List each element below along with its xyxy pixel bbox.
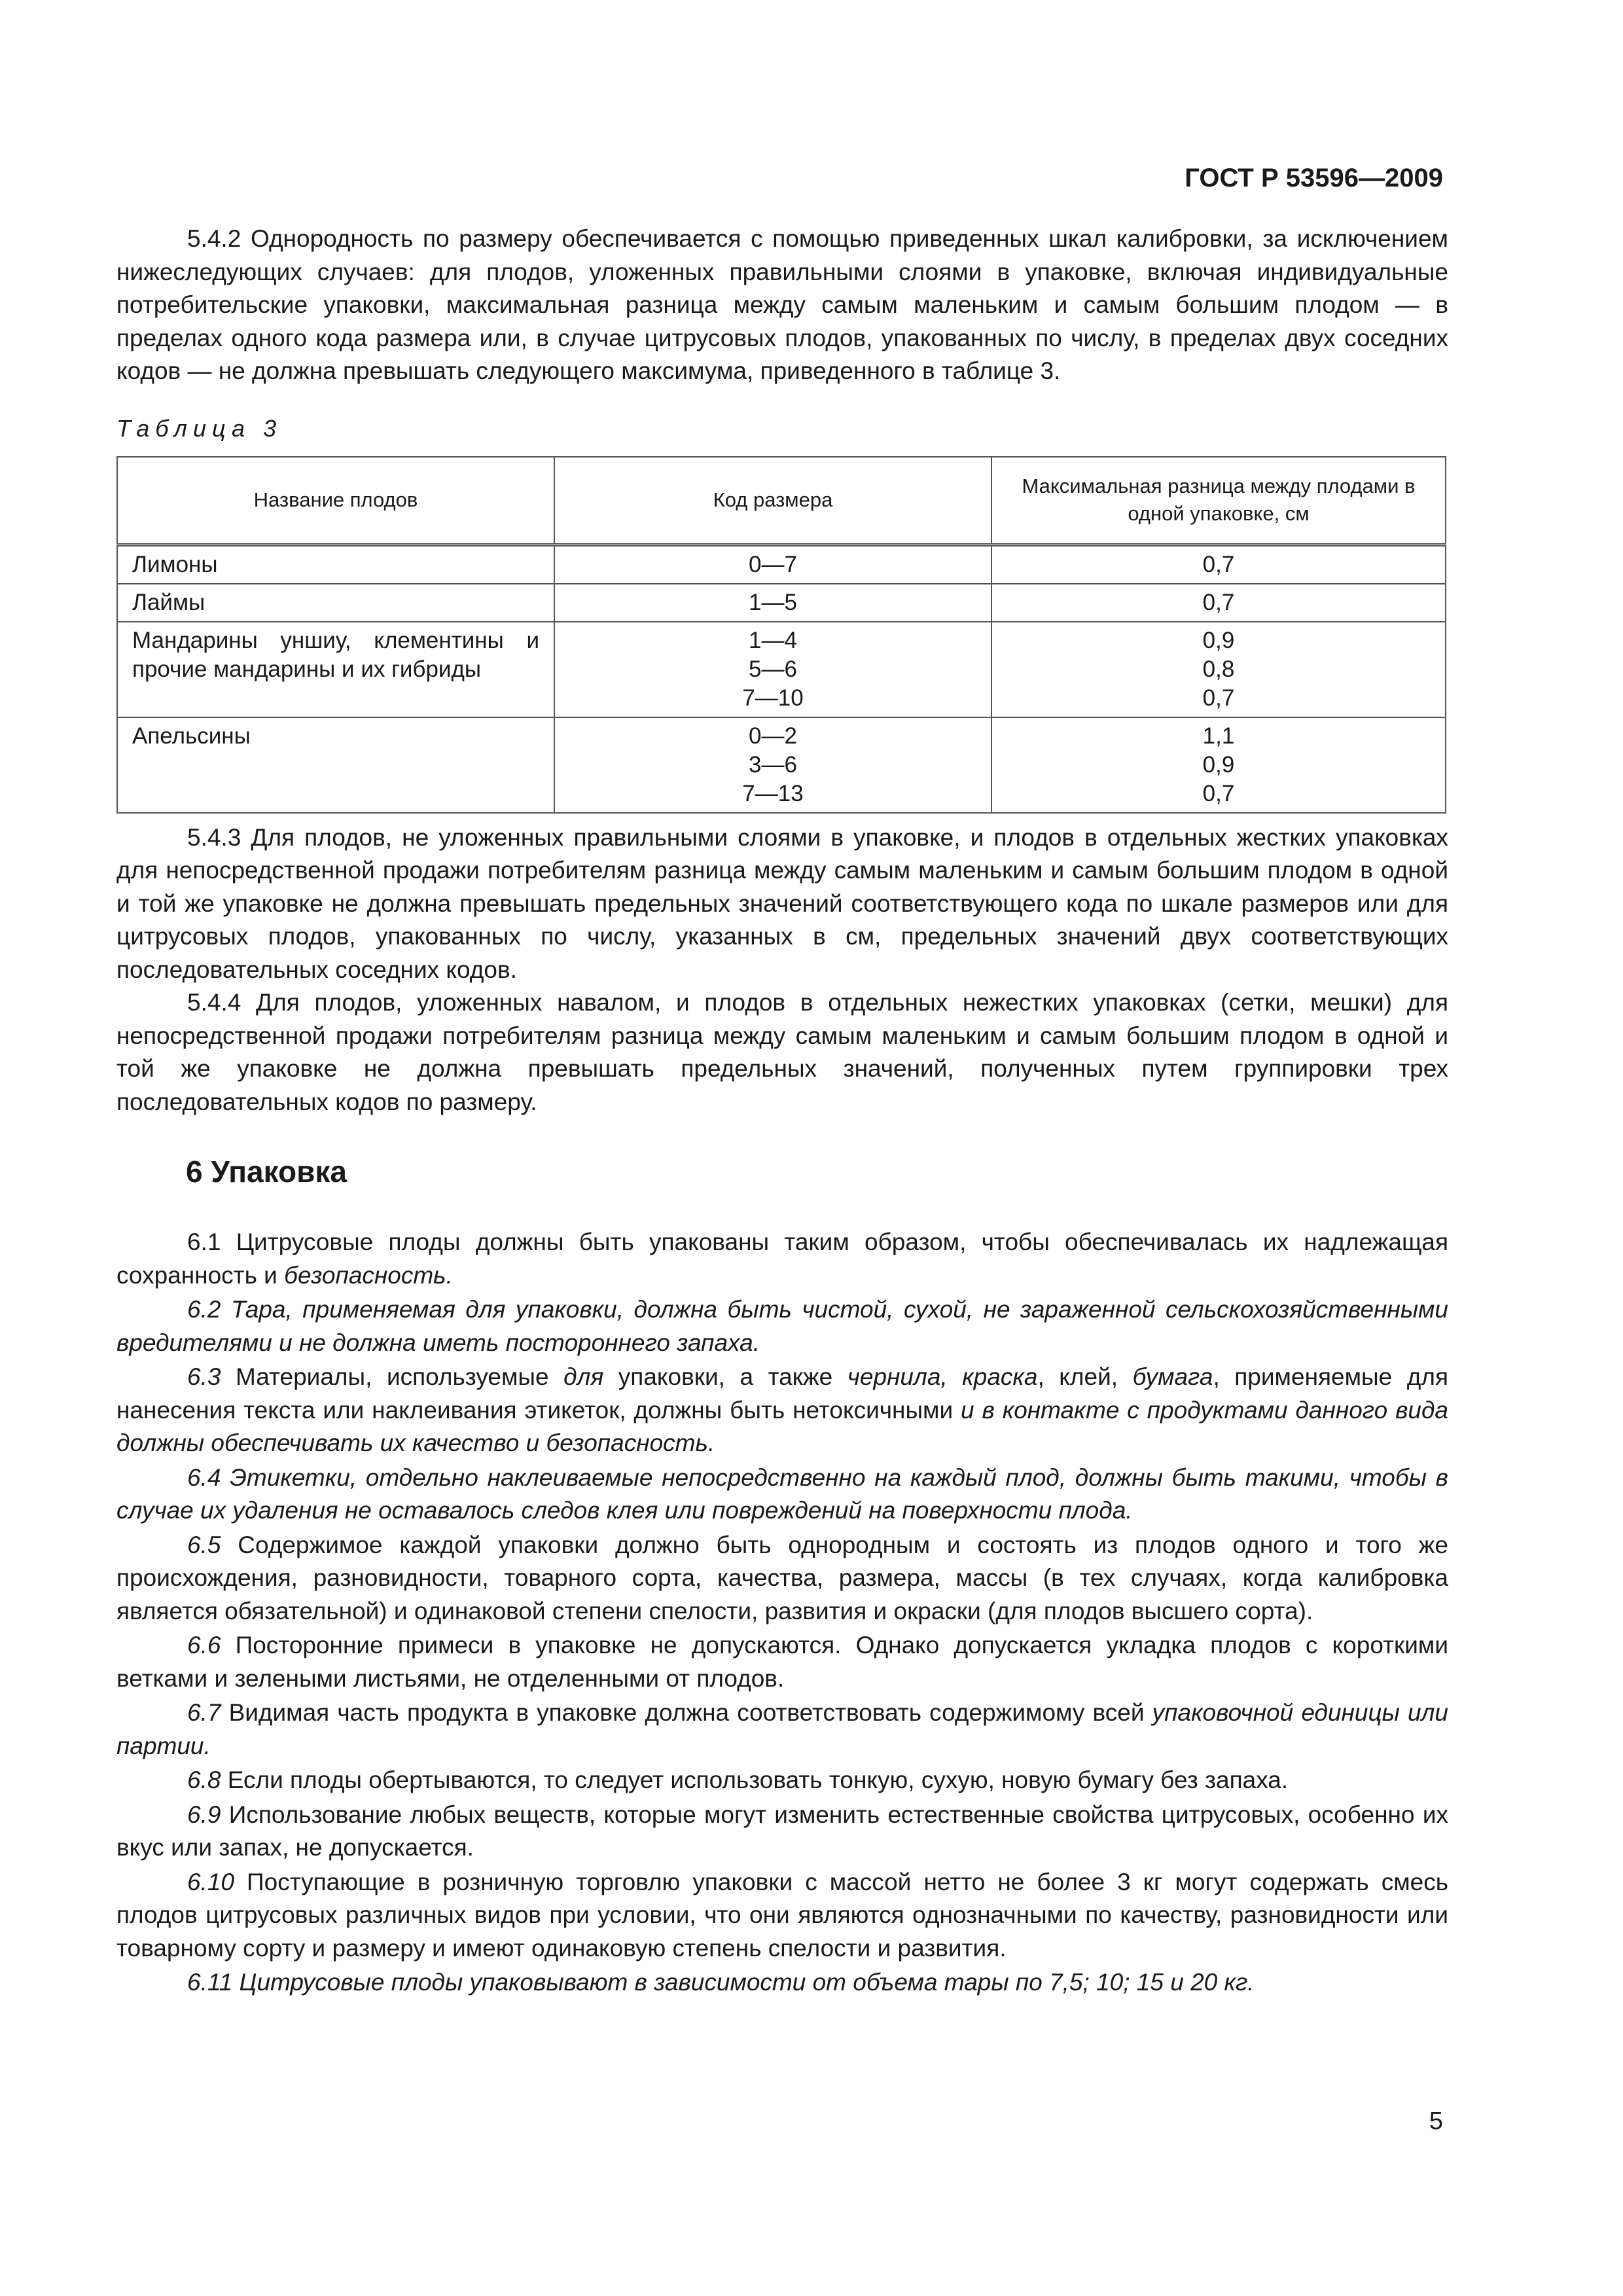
paragraph-5-4-4: 5.4.4 Для плодов, уложенных навалом, и плодов в отдельных нежестких упаковках (сетки, мешки) для непосредственной продажи потребителям разница между самым маленьким и самым большим плодом в одной и той же упаковке не должна превышать предельных значений, полученных путем группировки трех последовательных кодов по размеру. [116,989,1448,1115]
size-code-cell [554,545,991,584]
clause-number: 6.5 [187,1531,221,1558]
header-max-difference: Максимальная разница между плодами в одной упаковке, см [991,457,1446,545]
paragraph-6-5 [116,1529,1448,1628]
paragraph-6-11: 6.11 Цитрусовые плоды упаковывают в зависимости от объема тары по 7,5; 10; 15 и 20 кг. [187,1969,1255,1996]
size-code: 5—6 [749,656,797,682]
max-difference-cell [991,584,1446,622]
max-difference-cell [991,717,1446,813]
paragraph-text: упаковки, а также [603,1363,847,1390]
paragraph-6-9 [116,1799,1448,1865]
size-code-cell [554,584,991,622]
paragraph-6-1 [116,1226,1448,1292]
clause-number: 6.6 [187,1632,221,1659]
size-code: 3—6 [749,751,797,778]
header-fruit-name: Название плодов [117,457,554,545]
fruit-name-cell: Лимоны [117,545,554,584]
max-difference: 0,9 [1202,751,1235,778]
paragraph-6-7 [116,1696,1448,1763]
paragraph-text: Поступающие в розничную торговлю упаковки с массой нетто не более 3 кг могут содержать смесь плодов цитрусовых различных видов при условии, что они являются однозначными по качеству, разновидности или товарному сорту и размеру и имеют одинаковую степень спелости и развития. [116,1868,1448,1962]
fruit-name-cell: Апельсины [117,717,554,813]
max-difference: 0,7 [1202,551,1235,577]
size-code: 0—2 [749,723,797,749]
size-code-cell [554,717,991,813]
paragraph-italic-text: чернила, краска [847,1363,1038,1390]
paragraph-italic-text: безопасность. [284,1261,453,1289]
clause-number: 6.3 [187,1363,221,1390]
paragraph-6-2: 6.2 Тара, применяемая для упаковки, должна быть чистой, сухой, не зараженной сельскохозяйственными вредителями и не должна иметь постороннего запаха. [116,1296,1448,1356]
table-caption: Таблица 3 [116,414,283,442]
table-row [117,545,1446,584]
table-row [117,584,1446,622]
paragraph-text: Посторонние примеси в упаковке не допускаются. Однако допускается укладка плодов с короткими ветками и зелеными листьями, не отделенными от плодов. [116,1632,1448,1692]
size-code: 1—4 [749,627,797,653]
paragraph-6-10 [116,1866,1448,1965]
page-content [116,223,1448,2000]
clause-number: 6.8 [187,1767,221,1793]
table-row [117,717,1446,813]
max-difference-cell [991,545,1446,584]
fruit-name-cell: Лаймы [117,584,554,622]
paragraph-italic-text: для [563,1363,604,1390]
paragraph-6-8 [116,1764,1448,1797]
max-difference: 0,8 [1202,656,1235,682]
max-difference: 0,7 [1202,589,1235,615]
paragraph-5-4-2: 5.4.2 Однородность по размеру обеспечивается с помощью приведенных шкал калибровки, за исключением нижеследующих случаев: для плодов, уложенных правильными слоями в упаковке, включая индивидуальные потребительские упаковки, максимальная разница между самым маленьким и самым большим плодом — в пределах одного кода размера или, в случае цитрусовых плодов, упакованных по числу, в пределах двух соседних кодов — не должна превышать следующего максимума, приведенного в таблице 3. [116,225,1448,384]
paragraph-text: , клей, [1037,1363,1133,1390]
paragraph-text: 6.1 Цитрусовые плоды должны быть упакованы таким образом, чтобы обеспечивалась их надлежащая сохранность и [116,1229,1448,1289]
clause-number: 6.9 [187,1801,221,1828]
clause-number: 6.10 [187,1868,235,1895]
size-code: 7—10 [742,685,804,711]
paragraph-text: Содержимое каждой упаковки должно быть однородным и состоять из плодов одного и того же происхождения, разновидности, товарного сорта, качества, размера, массы (в тех случаях, когда калибровка является обязательной) и одинаковой степени спелости, развития и окраски (для плодов высшего сорта). [116,1531,1448,1624]
paragraph-italic-text: упаковочной единицы или партии. [116,1699,1448,1759]
clause-number: 6.7 [187,1699,221,1726]
max-difference: 0,9 [1202,627,1235,653]
max-difference-cell [991,622,1446,717]
page-number: 5 [1429,2108,1443,2135]
paragraph-text: Видимая часть продукта в упаковке должна соответствовать содержимому всей [221,1699,1152,1726]
max-difference: 0,7 [1202,780,1235,806]
max-difference: 1,1 [1202,723,1235,749]
document-code-header: ГОСТ Р 53596—2009 [1185,164,1443,192]
section-heading: 6 Упаковка [186,1155,347,1189]
paragraph-italic-text: и в контакте с продуктами данного вида должны обеспечивать их качество и безопасность. [116,1396,1448,1456]
header-size-code: Код размера [554,457,991,545]
size-code: 1—5 [749,589,797,615]
paragraph-6-6 [116,1629,1448,1695]
paragraph-5-4-3: 5.4.3 Для плодов, не уложенных правильными слоями в упаковке, и плодов в отдельных жестких упаковках для непосредственной продажи потребителям разница между самым маленьким и самым большим плодом в одной и той же упаковке не должна превышать предельных значений соответствующего кода по шкале размеров или для цитрусовых плодов, упакованных по числу, указанных в см, предельных значений двух соответствующих последовательных соседних кодов. [116,823,1448,983]
size-difference-table [116,456,1446,814]
table-header-row [117,457,1446,545]
table-row [117,622,1446,717]
paragraph-6-4: 6.4 Этикетки, отдельно наклеиваемые непосредственно на каждый плод, должны быть такими, чтобы в случае их удаления не оставалось следов клея или повреждений на поверхности плода. [116,1463,1448,1524]
paragraph-text: , применяемые для нанесения текста или наклеивания этикеток, должны быть нетоксичными [116,1363,1448,1424]
paragraph-text: Материалы, используемые [221,1363,564,1390]
max-difference: 0,7 [1202,685,1235,711]
size-code: 0—7 [749,551,797,577]
paragraph-italic-text: бумага [1132,1363,1213,1390]
fruit-name-cell: Мандарины уншиу, клементины и прочие мандарины и их гибриды [117,622,554,717]
size-code: 7—13 [742,780,804,806]
paragraph-text: Использование любых веществ, которые могут изменить естественные свойства цитрусовых, особенно их вкус или запах, не допускается. [116,1801,1448,1861]
size-code-cell [554,622,991,717]
paragraph-6-3 [116,1361,1448,1460]
paragraph-text: Если плоды обертываются, то следует использовать тонкую, сухую, новую бумагу без запаха. [221,1767,1289,1793]
